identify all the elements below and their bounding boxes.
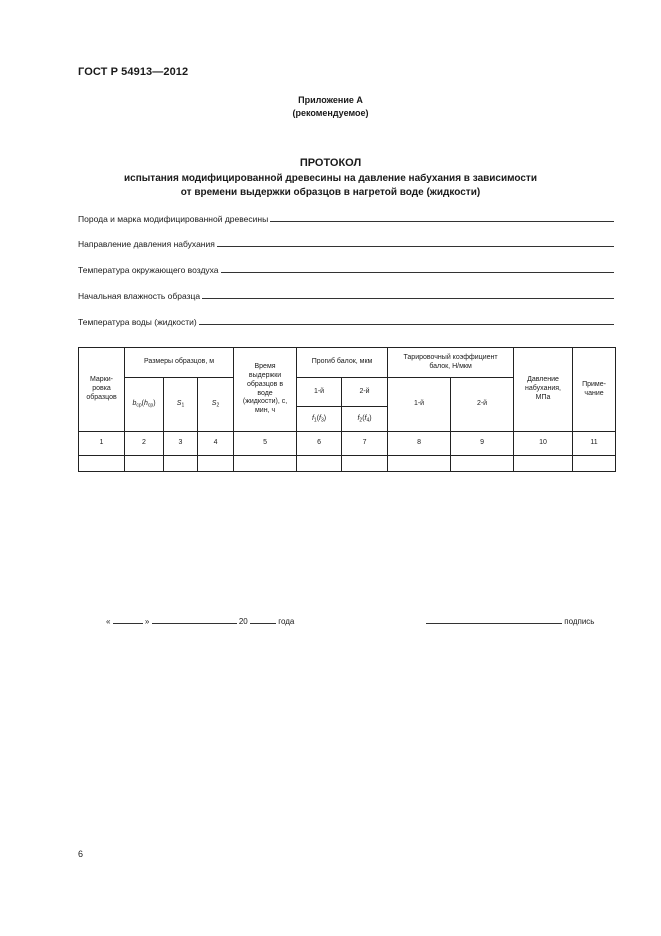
field-label: Температура воды (жидкости) — [78, 317, 197, 327]
field-label: Направление давления набухания — [78, 239, 215, 249]
header-deflection: Прогиб балок, мкм — [297, 348, 388, 378]
field-label: Температура окружающего воздуха — [78, 265, 219, 275]
column-number: 6 — [297, 432, 342, 456]
fill-line[interactable] — [199, 324, 614, 325]
table-cell[interactable] — [573, 456, 616, 472]
column-number: 1 — [79, 432, 125, 456]
signature-line — [426, 616, 594, 626]
column-number: 10 — [514, 432, 573, 456]
field-pressure-direction[interactable] — [78, 239, 614, 249]
table-cell[interactable] — [342, 456, 388, 472]
header-exposure-time: Время выдержки образцов в воде (жидкости), с, мин, ч — [234, 348, 297, 432]
field-initial-moisture[interactable] — [78, 291, 614, 301]
column-number: 11 — [573, 432, 616, 456]
page-number: 6 — [78, 849, 84, 859]
table-cell[interactable] — [234, 456, 297, 472]
header-coefficient-second: 2-й — [451, 378, 514, 432]
field-label: Начальная влажность образца — [78, 291, 201, 301]
signature-label: подпись — [564, 617, 595, 626]
document-standard-code: ГОСТ Р 54913—2012 — [78, 66, 189, 78]
quote-open: « — [106, 617, 111, 626]
fill-line[interactable] — [270, 221, 614, 222]
protocol-subtitle-line1: испытания модифицированной древесины на давление набухания в зависимости — [124, 173, 537, 184]
table-cell[interactable] — [297, 456, 342, 472]
column-number: 7 — [342, 432, 388, 456]
column-number-row — [79, 432, 616, 456]
field-water-temperature[interactable] — [78, 317, 614, 327]
header-sizes: Размеры образцов, м — [125, 348, 234, 378]
header-f2-f4: $f_2(f_4)$ — [342, 407, 388, 432]
header-calibration-coefficient: Тарировочный коэффициент балок, Н/мкм — [388, 348, 514, 378]
protocol-title: ПРОТОКОЛ — [299, 157, 362, 169]
column-number: 5 — [234, 432, 297, 456]
table-cell[interactable] — [198, 456, 234, 472]
header-coefficient-first: 1-й — [388, 378, 451, 432]
header-marking: Марки- ровка образцов — [79, 348, 125, 432]
field-ambient-temperature[interactable] — [78, 265, 614, 275]
field-label: Порода и марка модифицированной древесины — [78, 214, 269, 224]
table-cell[interactable] — [451, 456, 514, 472]
year-prefix: 20 — [238, 617, 248, 626]
header-note: Приме- чание — [573, 348, 616, 432]
table-cell[interactable] — [514, 456, 573, 472]
appendix-note: (рекомендуемое) — [292, 108, 369, 118]
column-number: 8 — [388, 432, 451, 456]
column-number: 3 — [164, 432, 198, 456]
field-wood-species[interactable] — [78, 214, 614, 224]
fill-line[interactable] — [202, 298, 614, 299]
header-size-s1: $S_1$ — [164, 378, 198, 432]
column-number: 9 — [451, 432, 514, 456]
quote-close: » — [144, 617, 150, 626]
appendix-title: Приложение А — [298, 95, 363, 105]
month-blank[interactable] — [152, 616, 237, 624]
day-blank[interactable] — [113, 616, 143, 624]
header-size-b-h: $b_{ср}(h_{ср})$ — [125, 378, 164, 432]
year-blank[interactable] — [250, 616, 276, 624]
header-f1-f3: $f_1(f_3)$ — [297, 407, 342, 432]
date-line — [106, 616, 294, 626]
table-cell[interactable] — [79, 456, 125, 472]
header-size-s2: $S_2$ — [198, 378, 234, 432]
protocol-table — [78, 347, 616, 472]
header-deflection-second: 2-й — [342, 378, 388, 407]
signature-blank[interactable] — [426, 616, 562, 624]
protocol-subtitle-line2: от времени выдержки образцов в нагретой воде (жидкости) — [180, 187, 481, 198]
fill-line[interactable] — [221, 272, 614, 273]
table-cell[interactable] — [125, 456, 164, 472]
header-swelling-pressure: Давление набухания, МПа — [514, 348, 573, 432]
fill-line[interactable] — [217, 246, 614, 247]
header-deflection-first: 1-й — [297, 378, 342, 407]
table-cell[interactable] — [388, 456, 451, 472]
column-number: 2 — [125, 432, 164, 456]
table-row[interactable] — [79, 456, 616, 472]
table-cell[interactable] — [164, 456, 198, 472]
year-suffix: года — [278, 617, 295, 626]
column-number: 4 — [198, 432, 234, 456]
